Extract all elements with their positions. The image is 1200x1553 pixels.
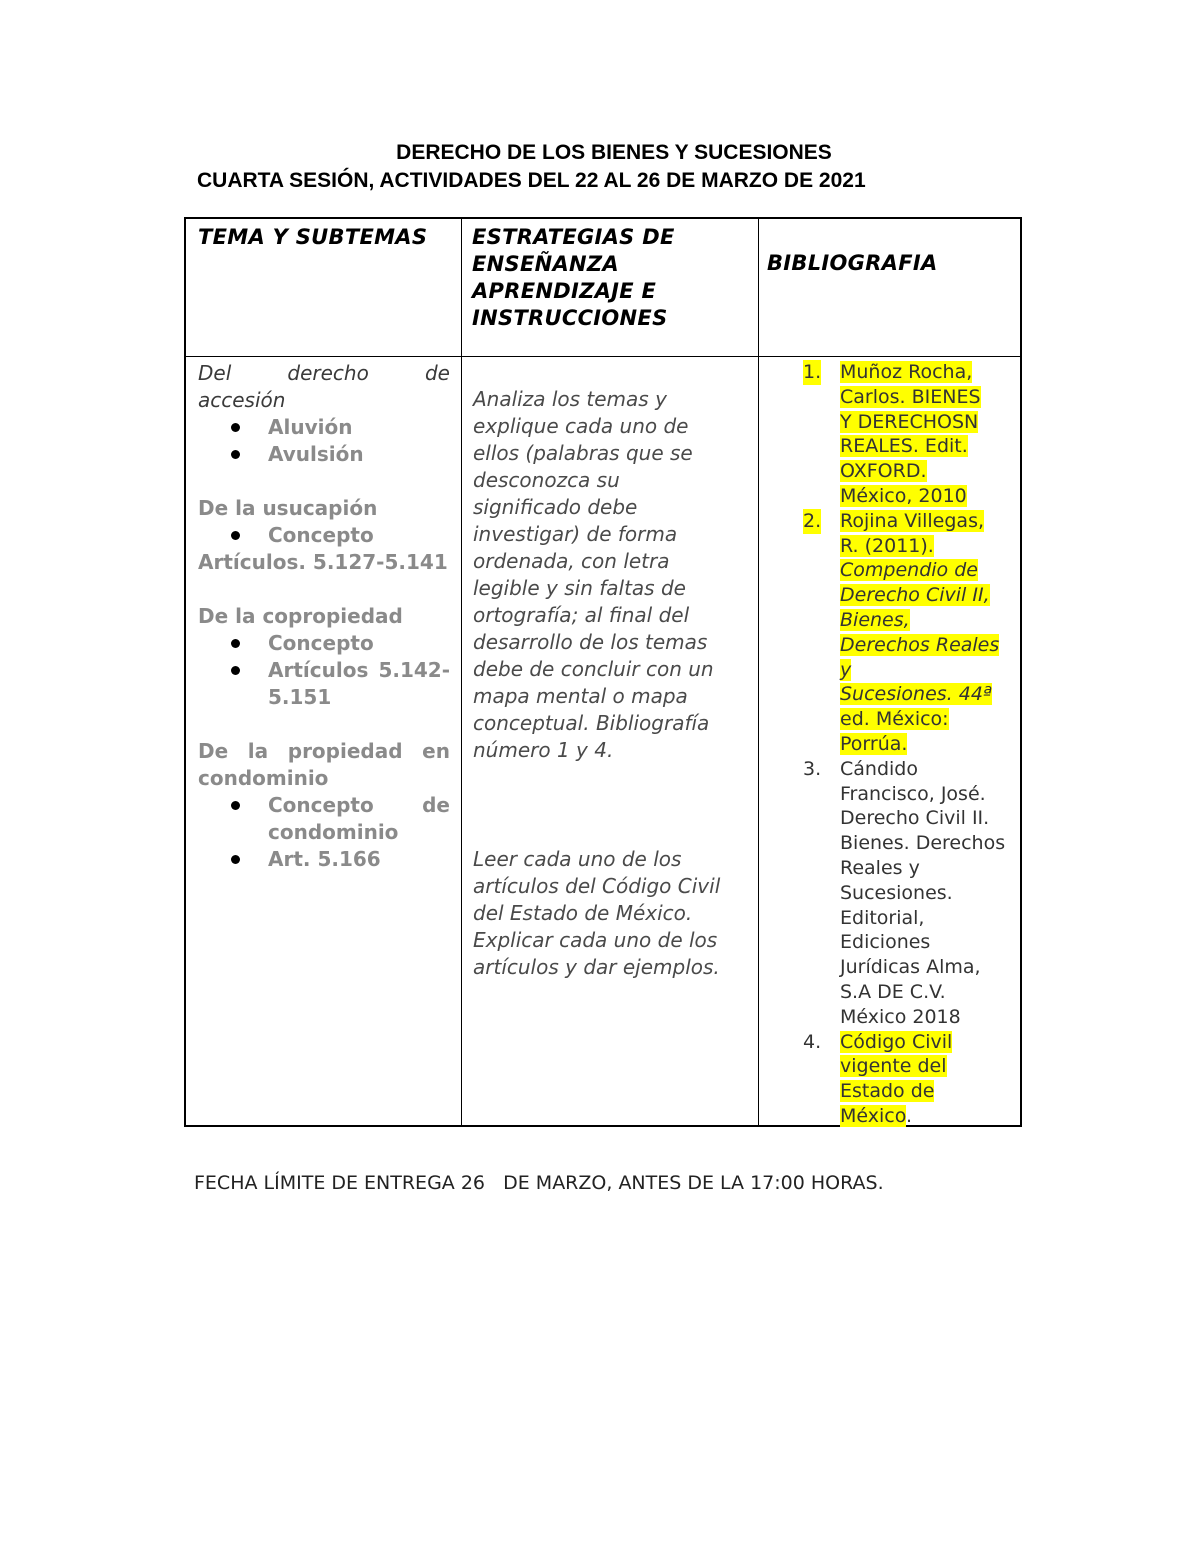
estrategias-line: del Estado de México. xyxy=(473,901,693,925)
tema-condominio-heading-line xyxy=(198,738,450,765)
heading-word: derecho xyxy=(287,361,369,385)
estrategias-line: debe de concluir con un xyxy=(473,657,714,681)
subtema-word: Artículos xyxy=(268,658,369,682)
bib-line: Editorial, xyxy=(840,906,925,929)
header-temas xyxy=(186,219,462,357)
estrategias-line: Analiza los temas y xyxy=(473,387,667,411)
bibliografia-item xyxy=(803,360,1019,509)
subtema-item xyxy=(198,657,450,711)
bullet-icon xyxy=(231,423,240,432)
heading-word: De xyxy=(198,739,229,763)
bib-line: México 2018 xyxy=(840,1005,961,1028)
estrategias-line: legible y sin faltas de xyxy=(473,576,686,600)
estrategias-line: desarrollo de los temas xyxy=(473,630,708,654)
subtema-item xyxy=(198,792,450,846)
bibliografia-item xyxy=(803,1030,1019,1129)
subtema-label xyxy=(268,657,450,684)
bibliografia-number: 4. xyxy=(803,1030,822,1053)
subtema-word: 5.142- xyxy=(378,658,450,682)
bibliografia-item xyxy=(803,509,1019,757)
header-estrategias-line: ENSEÑANZA xyxy=(472,252,619,276)
heading-word: propiedad xyxy=(287,739,403,763)
estrategias-cell xyxy=(462,357,759,1125)
bibliografia-cell xyxy=(759,357,1020,1125)
bib-line: R. (2011). xyxy=(840,534,934,557)
bib-line: Compendio de xyxy=(840,559,978,582)
tema-copropiedad-heading: De la copropiedad xyxy=(198,604,403,628)
estrategias-line: Leer cada uno de los xyxy=(473,847,682,871)
subtema-item xyxy=(198,522,450,549)
bibliografia-number: 1. xyxy=(803,361,822,383)
bib-line: ed. México: xyxy=(840,708,949,731)
bib-line: Derecho Civil II. xyxy=(840,807,990,830)
tema-accesion-heading xyxy=(198,360,450,387)
estrategias-line: artículos del Código Civil xyxy=(473,874,721,898)
subtema-word: de xyxy=(422,793,450,817)
bullet-icon xyxy=(231,666,240,675)
subtema-item xyxy=(198,441,450,468)
bib-line: Derechos Reales xyxy=(840,633,1000,656)
temas-cell xyxy=(186,357,462,1125)
bibliografia-list xyxy=(803,360,1019,1129)
estrategias-line: conceptual. Bibliografía xyxy=(473,711,710,735)
estrategias-line: desconozca su xyxy=(473,468,620,492)
bullet-icon xyxy=(231,639,240,648)
tema-condominio-heading xyxy=(198,738,450,792)
header-estrategias-line: ESTRATEGIAS DE xyxy=(472,225,675,249)
bib-trailing: . xyxy=(906,1104,913,1127)
bib-line: OXFORD. xyxy=(840,460,927,483)
bib-line: Muñoz Rocha, xyxy=(840,361,973,383)
bullet-icon xyxy=(231,531,240,540)
bullet-icon xyxy=(231,450,240,459)
header-estrategias-line: INSTRUCCIONES xyxy=(472,306,668,330)
bib-line: Ediciones xyxy=(840,931,931,954)
estrategias-line: artículos y dar ejemplos. xyxy=(473,955,720,979)
bib-line: Y DERECHOSN xyxy=(840,410,979,433)
bib-line: Sucesiones. xyxy=(840,881,953,904)
deadline-note: FECHA LÍMITE DE ENTREGA 26 DE MARZO, ANTES DE LA 17:00 HORAS. xyxy=(194,1172,884,1194)
estrategias-line: ordenada, con letra xyxy=(473,549,670,573)
header-estrategias-line: APRENDIZAJE E xyxy=(472,279,657,303)
estrategias-line: ellos (palabras que se xyxy=(473,441,693,465)
bib-line: REALES. Edit. xyxy=(840,435,968,458)
estrategias-block-2 xyxy=(473,846,748,981)
heading-word: la xyxy=(247,739,269,763)
bib-line: Jurídicas Alma, xyxy=(840,956,981,979)
header-estrategias-label xyxy=(472,224,675,332)
estrategias-line: Explicar cada uno de los xyxy=(473,928,718,952)
subtema-item xyxy=(198,414,450,441)
subtema-label: Art. 5.166 xyxy=(268,847,381,871)
bibliografia-number: 2. xyxy=(803,509,822,532)
header-estrategias xyxy=(462,219,759,357)
activities-table xyxy=(184,217,1022,1127)
heading-word: en xyxy=(422,739,450,763)
temas-content xyxy=(198,360,450,873)
subtema-item xyxy=(198,630,450,657)
heading-word: Del xyxy=(198,361,232,385)
subtema-label: Aluvión xyxy=(268,415,353,439)
tema-usucapion-articulos: Artículos. 5.127-5.141 xyxy=(198,550,448,574)
bib-line: Derecho Civil II, xyxy=(840,584,990,607)
bib-line: vigente del xyxy=(840,1055,947,1078)
estrategias-line: mapa mental o mapa xyxy=(473,684,688,708)
subtema-label: Concepto xyxy=(268,523,374,547)
header-bibliografia-label: BIBLIOGRAFIA xyxy=(767,251,938,275)
estrategias-line: ortografía; al final del xyxy=(473,603,690,627)
tema-accesion xyxy=(198,360,450,414)
bib-line: Porrúa. xyxy=(840,732,908,755)
bib-line: Estado de xyxy=(840,1080,935,1103)
bib-line: México xyxy=(840,1104,907,1127)
document-title xyxy=(0,139,1200,195)
estrategias-line: significado debe xyxy=(473,495,638,519)
tema-usucapion-heading: De la usucapión xyxy=(198,496,378,520)
subtema-label-cont: condominio xyxy=(268,820,399,844)
bib-line: Reales y xyxy=(840,856,920,879)
bib-line: Bienes, xyxy=(840,608,910,631)
bibliografia-item xyxy=(803,757,1019,1030)
tema-condominio-heading-cont: condominio xyxy=(198,766,329,790)
subtema-label: Avulsión xyxy=(268,442,364,466)
estrategias-line: número 1 y 4. xyxy=(473,738,614,762)
estrategias-line: explique cada uno de xyxy=(473,414,689,438)
bib-line: Código Civil xyxy=(840,1030,953,1053)
heading-word: de xyxy=(424,361,450,385)
subtema-label-cont: 5.151 xyxy=(268,685,332,709)
estrategias-line: investigar) de forma xyxy=(473,522,678,546)
estrategias-block-1 xyxy=(473,386,748,764)
bib-line: Bienes. Derechos xyxy=(840,832,1006,855)
bib-line: México, 2010 xyxy=(840,484,967,507)
tema-accesion-heading-cont: accesión xyxy=(198,388,286,412)
bib-line: S.A DE C.V. xyxy=(840,980,946,1003)
subtema-label: Concepto xyxy=(268,631,374,655)
bibliografia-number: 3. xyxy=(803,757,822,780)
bullet-icon xyxy=(231,801,240,810)
bib-line: y xyxy=(840,658,852,681)
subtema-item xyxy=(198,846,450,873)
bib-line: Francisco, José. xyxy=(840,782,986,805)
bib-line: Carlos. BIENES xyxy=(840,385,981,408)
bib-line: Cándido xyxy=(840,757,918,780)
header-temas-label: TEMA Y SUBTEMAS xyxy=(198,225,428,249)
title-line-2: CUARTA SESIÓN, ACTIVIDADES DEL 22 AL 26 DE MARZO DE 2021 xyxy=(197,169,866,192)
subtema-word: Concepto xyxy=(268,793,374,817)
bullet-icon xyxy=(231,855,240,864)
header-bibliografia xyxy=(759,219,1020,357)
subtema-label xyxy=(268,792,450,819)
title-line-1: DERECHO DE LOS BIENES Y SUCESIONES xyxy=(396,141,832,164)
bib-line: Rojina Villegas, xyxy=(840,509,985,532)
bib-line: Sucesiones. 44ª xyxy=(840,683,992,706)
